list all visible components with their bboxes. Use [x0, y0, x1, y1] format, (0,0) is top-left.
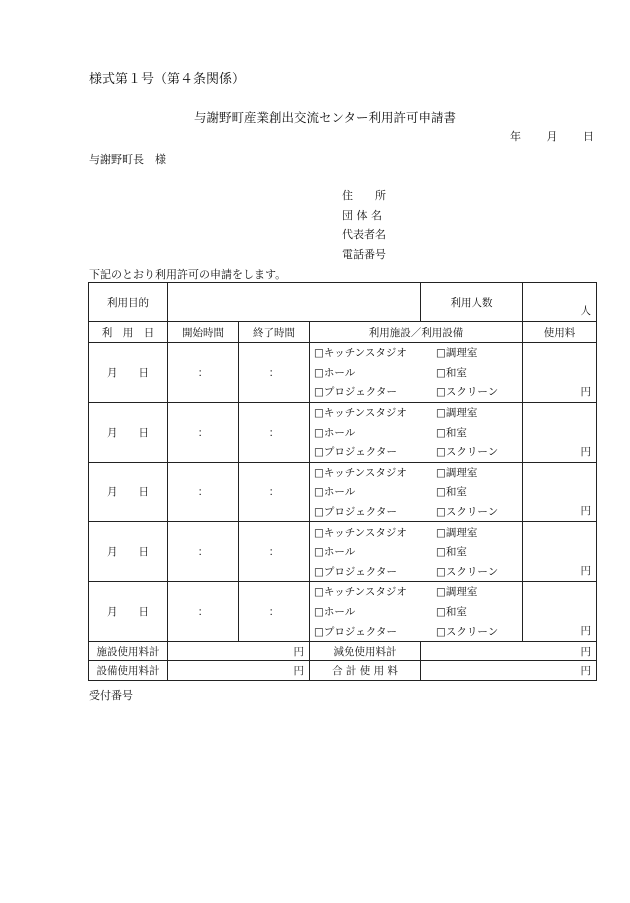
- checkbox-japanese-room[interactable]: □和室: [436, 486, 467, 499]
- header-start-time: 開始時間: [168, 322, 239, 343]
- checkbox-projector[interactable]: □プロジェクター: [314, 625, 398, 638]
- people-field[interactable]: [523, 283, 597, 322]
- applicant-info: [342, 187, 386, 265]
- fee-field[interactable]: [523, 343, 597, 403]
- yen-unit: 円: [580, 665, 592, 678]
- facility-fee-total-field[interactable]: [168, 641, 310, 661]
- yen-unit: 円: [580, 565, 592, 578]
- facility-options: [310, 582, 523, 642]
- start-time-field[interactable]: ：: [168, 522, 239, 582]
- checkbox-japanese-room[interactable]: □和室: [436, 606, 467, 619]
- table-row: [89, 343, 597, 403]
- checkbox-kitchen-studio[interactable]: □キッチンスタジオ: [314, 526, 407, 539]
- checkbox-hall[interactable]: □ホール: [314, 606, 356, 619]
- header-date: 利 用 日: [89, 322, 168, 343]
- people-unit: 人: [580, 305, 592, 317]
- purpose-row: [89, 283, 597, 322]
- page-title: 与謝野町産業創出交流センター利用許可申請書: [193, 110, 456, 125]
- checkbox-kitchen-studio[interactable]: □キッチンスタジオ: [314, 407, 407, 420]
- end-time-field[interactable]: ：: [239, 343, 310, 403]
- applicant-phone-label: 電話番号: [342, 247, 386, 261]
- equipment-fee-total-field[interactable]: [168, 661, 310, 681]
- checkbox-cooking-room[interactable]: □調理室: [436, 407, 478, 420]
- checkbox-cooking-room[interactable]: □調理室: [436, 586, 478, 599]
- totals-row-equipment: [89, 661, 597, 681]
- date-day: 日: [583, 130, 594, 143]
- checkbox-cooking-room[interactable]: □調理室: [436, 526, 478, 539]
- header-facility: 利用施設／利用設備: [310, 322, 523, 343]
- end-time-field[interactable]: ：: [239, 462, 310, 522]
- fee-field[interactable]: [523, 462, 597, 522]
- purpose-label: 利用目的: [89, 283, 168, 322]
- checkbox-hall[interactable]: □ホール: [314, 486, 356, 499]
- facility-options: [310, 522, 523, 582]
- checkbox-screen[interactable]: □スクリーン: [436, 565, 499, 578]
- applicant-representative-label: 代表者名: [342, 228, 386, 241]
- end-time-field[interactable]: ：: [239, 522, 310, 582]
- header-end-time: 終了時間: [239, 322, 310, 343]
- checkbox-hall[interactable]: □ホール: [314, 546, 356, 559]
- reduction-fee-total-label: 減免使用料計: [310, 641, 421, 661]
- usage-date-field[interactable]: 月 日: [89, 522, 168, 582]
- checkbox-japanese-room[interactable]: □和室: [436, 366, 467, 379]
- table-row: [89, 582, 597, 642]
- yen-unit: 円: [580, 385, 592, 398]
- yen-unit: 円: [580, 505, 592, 518]
- usage-date-field[interactable]: 月 日: [89, 582, 168, 642]
- checkbox-projector[interactable]: □プロジェクター: [314, 506, 398, 519]
- fee-field[interactable]: [523, 402, 597, 462]
- fee-field[interactable]: [523, 582, 597, 642]
- start-time-field[interactable]: ：: [168, 343, 239, 403]
- checkbox-screen[interactable]: □スクリーン: [436, 386, 499, 399]
- checkbox-projector[interactable]: □プロジェクター: [314, 565, 398, 578]
- table-row: [89, 462, 597, 522]
- reception-number-label: 受付番号: [89, 689, 133, 702]
- date-year: 年: [510, 130, 521, 143]
- end-time-field[interactable]: ：: [239, 582, 310, 642]
- checkbox-japanese-room[interactable]: □和室: [436, 426, 467, 439]
- grand-total-field[interactable]: [421, 661, 597, 681]
- start-time-field[interactable]: ：: [168, 402, 239, 462]
- application-date: [496, 128, 594, 144]
- table-row: [89, 522, 597, 582]
- checkbox-kitchen-studio[interactable]: □キッチンスタジオ: [314, 466, 407, 479]
- applicant-organization-label: 団 体 名: [342, 208, 382, 222]
- checkbox-projector[interactable]: □プロジェクター: [314, 386, 398, 399]
- table-row: [89, 402, 597, 462]
- people-label: 利用人数: [421, 283, 523, 322]
- end-time-field[interactable]: ：: [239, 402, 310, 462]
- checkbox-cooking-room[interactable]: □調理室: [436, 347, 478, 360]
- usage-date-field[interactable]: 月 日: [89, 343, 168, 403]
- facility-options: [310, 462, 523, 522]
- checkbox-kitchen-studio[interactable]: □キッチンスタジオ: [314, 586, 407, 599]
- checkbox-screen[interactable]: □スクリーン: [436, 506, 499, 519]
- fee-field[interactable]: [523, 522, 597, 582]
- yen-unit: 円: [580, 645, 592, 658]
- checkbox-cooking-room[interactable]: □調理室: [436, 466, 478, 479]
- header-row: [89, 322, 597, 343]
- checkbox-screen[interactable]: □スクリーン: [436, 625, 499, 638]
- checkbox-screen[interactable]: □スクリーン: [436, 446, 499, 459]
- checkbox-hall[interactable]: □ホール: [314, 426, 356, 439]
- facility-options: [310, 343, 523, 403]
- yen-unit: 円: [580, 445, 592, 458]
- yen-unit: 円: [580, 624, 592, 637]
- form-number: 様式第１号（第４条関係）: [89, 72, 246, 87]
- checkbox-projector[interactable]: □プロジェクター: [314, 446, 398, 459]
- facility-options: [310, 402, 523, 462]
- start-time-field[interactable]: ：: [168, 462, 239, 522]
- purpose-field[interactable]: [168, 283, 421, 322]
- application-table: [88, 282, 597, 681]
- yen-unit: 円: [293, 645, 304, 658]
- facility-fee-total-label: 施設使用料計: [89, 641, 168, 661]
- intro-text: 下記のとおり利用許可の申請をします。: [89, 268, 287, 281]
- usage-date-field[interactable]: 月 日: [89, 462, 168, 522]
- totals-row-facility: [89, 641, 597, 661]
- reduction-fee-total-field[interactable]: [421, 641, 597, 661]
- checkbox-japanese-room[interactable]: □和室: [436, 546, 467, 559]
- equipment-fee-total-label: 設備使用料計: [89, 661, 168, 681]
- checkbox-kitchen-studio[interactable]: □キッチンスタジオ: [314, 347, 407, 360]
- addressee: 与謝野町長 様: [89, 153, 166, 166]
- date-month: 月: [546, 130, 558, 143]
- grand-total-label: 合 計 使 用 料: [310, 661, 421, 681]
- yen-unit: 円: [293, 665, 304, 678]
- applicant-address-label: 住 所: [342, 189, 386, 202]
- header-fee: 使用料: [523, 322, 597, 343]
- start-time-field[interactable]: ：: [168, 582, 239, 642]
- checkbox-hall[interactable]: □ホール: [314, 366, 356, 379]
- usage-date-field[interactable]: 月 日: [89, 402, 168, 462]
